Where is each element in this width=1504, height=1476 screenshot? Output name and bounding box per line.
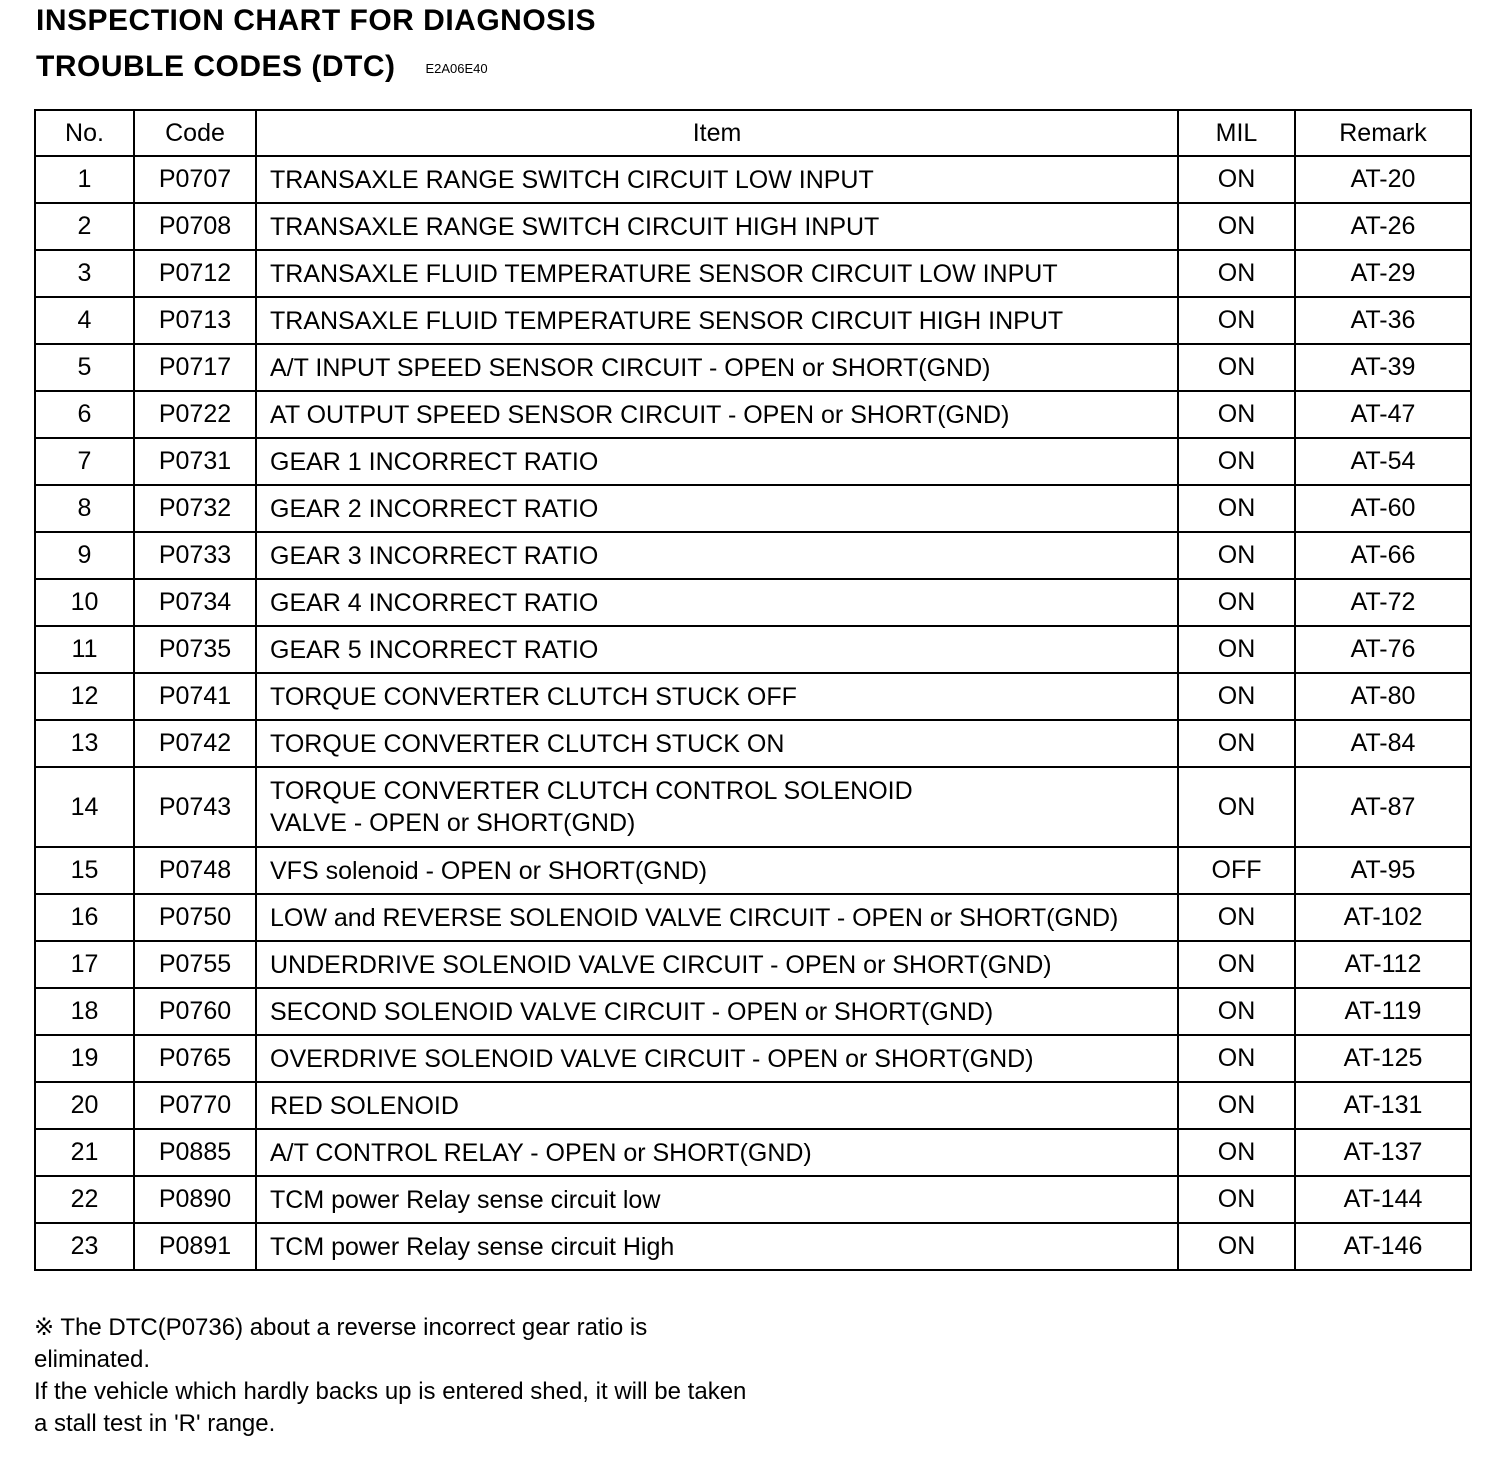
cell-code: P0722 — [134, 391, 256, 438]
cell-mil: ON — [1178, 579, 1295, 626]
cell-no: 14 — [35, 767, 134, 847]
table-row — [35, 297, 1471, 344]
cell-mil: ON — [1178, 1223, 1295, 1270]
cell-mil: ON — [1178, 1129, 1295, 1176]
cell-no: 3 — [35, 250, 134, 297]
cell-item-line-2: VALVE - OPEN or SHORT(GND) — [270, 809, 636, 837]
cell-mil: OFF — [1178, 847, 1295, 894]
cell-no: 9 — [35, 532, 134, 579]
cell-remark: AT-39 — [1295, 344, 1471, 391]
table-row — [35, 626, 1471, 673]
table-row — [35, 988, 1471, 1035]
cell-code: P0732 — [134, 485, 256, 532]
cell-mil: ON — [1178, 485, 1295, 532]
cell-code: P0891 — [134, 1223, 256, 1270]
cell-item: UNDERDRIVE SOLENOID VALVE CIRCUIT - OPEN or SHORT(GND) — [256, 941, 1178, 988]
footnote-line-1: ※ The DTC(P0736) about a reverse incorrect gear ratio is eliminated. — [34, 1314, 648, 1373]
cell-mil: ON — [1178, 438, 1295, 485]
cell-mil: ON — [1178, 1082, 1295, 1129]
cell-code: P0717 — [134, 344, 256, 391]
cell-code: P0765 — [134, 1035, 256, 1082]
cell-code: P0733 — [134, 532, 256, 579]
cell-no: 1 — [35, 156, 134, 203]
cell-item: SECOND SOLENOID VALVE CIRCUIT - OPEN or SHORT(GND) — [256, 988, 1178, 1035]
cell-remark: AT-80 — [1295, 673, 1471, 720]
cell-item: OVERDRIVE SOLENOID VALVE CIRCUIT - OPEN or SHORT(GND) — [256, 1035, 1178, 1082]
cell-no: 18 — [35, 988, 134, 1035]
cell-remark: AT-54 — [1295, 438, 1471, 485]
table-header-row — [35, 110, 1471, 156]
cell-code: P0735 — [134, 626, 256, 673]
cell-code: P0755 — [134, 941, 256, 988]
cell-code: P0741 — [134, 673, 256, 720]
cell-remark: AT-20 — [1295, 156, 1471, 203]
cell-remark: AT-26 — [1295, 203, 1471, 250]
cell-no: 2 — [35, 203, 134, 250]
cell-no: 20 — [35, 1082, 134, 1129]
table-row — [35, 894, 1471, 941]
cell-mil: ON — [1178, 1176, 1295, 1223]
cell-remark: AT-146 — [1295, 1223, 1471, 1270]
dtc-table — [34, 109, 1472, 1271]
cell-item: GEAR 2 INCORRECT RATIO — [256, 485, 1178, 532]
cell-item: AT OUTPUT SPEED SENSOR CIRCUIT - OPEN or SHORT(GND) — [256, 391, 1178, 438]
cell-remark: AT-47 — [1295, 391, 1471, 438]
table-row — [35, 1176, 1471, 1223]
cell-mil: ON — [1178, 988, 1295, 1035]
cell-item: RED SOLENOID — [256, 1082, 1178, 1129]
table-row — [35, 579, 1471, 626]
cell-code: P0885 — [134, 1129, 256, 1176]
cell-mil: ON — [1178, 297, 1295, 344]
cell-mil: ON — [1178, 673, 1295, 720]
page-title: INSPECTION CHART FOR DIAGNOSIS — [36, 4, 597, 37]
cell-no: 16 — [35, 894, 134, 941]
cell-mil: ON — [1178, 344, 1295, 391]
cell-code: P0742 — [134, 720, 256, 767]
cell-mil: ON — [1178, 391, 1295, 438]
cell-no: 15 — [35, 847, 134, 894]
cell-item: A/T INPUT SPEED SENSOR CIRCUIT - OPEN or SHORT(GND) — [256, 344, 1178, 391]
cell-code: P0731 — [134, 438, 256, 485]
table-row — [35, 767, 1471, 847]
table-row — [35, 1129, 1471, 1176]
column-header-item: Item — [256, 110, 1178, 156]
cell-code: P0712 — [134, 250, 256, 297]
cell-remark: AT-29 — [1295, 250, 1471, 297]
cell-item-line-1: TORQUE CONVERTER CLUTCH CONTROL SOLENOID — [270, 777, 913, 805]
table-row — [35, 156, 1471, 203]
table-row — [35, 532, 1471, 579]
table-row — [35, 1082, 1471, 1129]
cell-code: P0743 — [134, 767, 256, 847]
table-row — [35, 438, 1471, 485]
cell-item: TORQUE CONVERTER CLUTCH STUCK OFF — [256, 673, 1178, 720]
cell-remark: AT-125 — [1295, 1035, 1471, 1082]
cell-remark: AT-137 — [1295, 1129, 1471, 1176]
cell-no: 7 — [35, 438, 134, 485]
cell-item: TRANSAXLE FLUID TEMPERATURE SENSOR CIRCUIT HIGH INPUT — [256, 297, 1178, 344]
table-row — [35, 250, 1471, 297]
table-row — [35, 391, 1471, 438]
cell-code: P0760 — [134, 988, 256, 1035]
cell-code: P0734 — [134, 579, 256, 626]
cell-remark: AT-36 — [1295, 297, 1471, 344]
cell-remark: AT-84 — [1295, 720, 1471, 767]
cell-no: 22 — [35, 1176, 134, 1223]
cell-no: 21 — [35, 1129, 134, 1176]
cell-remark: AT-112 — [1295, 941, 1471, 988]
cell-no: 8 — [35, 485, 134, 532]
cell-code: P0707 — [134, 156, 256, 203]
cell-code: P0770 — [134, 1082, 256, 1129]
cell-remark: AT-102 — [1295, 894, 1471, 941]
cell-no: 6 — [35, 391, 134, 438]
cell-no: 4 — [35, 297, 134, 344]
cell-remark: AT-76 — [1295, 626, 1471, 673]
cell-remark: AT-72 — [1295, 579, 1471, 626]
cell-item: TRANSAXLE RANGE SWITCH CIRCUIT LOW INPUT — [256, 156, 1178, 203]
cell-item: TORQUE CONVERTER CLUTCH STUCK ON — [256, 720, 1178, 767]
cell-remark: AT-131 — [1295, 1082, 1471, 1129]
cell-no: 17 — [35, 941, 134, 988]
cell-mil: ON — [1178, 156, 1295, 203]
table-row — [35, 941, 1471, 988]
cell-item: TCM power Relay sense circuit low — [256, 1176, 1178, 1223]
cell-code: P0890 — [134, 1176, 256, 1223]
cell-no: 10 — [35, 579, 134, 626]
cell-item: TCM power Relay sense circuit High — [256, 1223, 1178, 1270]
column-header-code: Code — [134, 110, 256, 156]
page-subtitle — [36, 50, 488, 84]
cell-mil: ON — [1178, 1035, 1295, 1082]
cell-code: P0708 — [134, 203, 256, 250]
table-row — [35, 203, 1471, 250]
column-header-mil: MIL — [1178, 110, 1295, 156]
table-row — [35, 485, 1471, 532]
cell-remark: AT-60 — [1295, 485, 1471, 532]
table-row — [35, 720, 1471, 767]
cell-no: 12 — [35, 673, 134, 720]
cell-no: 5 — [35, 344, 134, 391]
cell-item: TRANSAXLE FLUID TEMPERATURE SENSOR CIRCUIT LOW INPUT — [256, 250, 1178, 297]
cell-remark: AT-66 — [1295, 532, 1471, 579]
subtitle-text: TROUBLE CODES (DTC) — [36, 50, 396, 83]
cell-item — [256, 767, 1178, 847]
column-header-remark: Remark — [1295, 110, 1471, 156]
cell-mil: ON — [1178, 767, 1295, 847]
table-row — [35, 1223, 1471, 1270]
cell-item: LOW and REVERSE SOLENOID VALVE CIRCUIT - OPEN or SHORT(GND) — [256, 894, 1178, 941]
table-row — [35, 673, 1471, 720]
cell-item: GEAR 1 INCORRECT RATIO — [256, 438, 1178, 485]
cell-no: 13 — [35, 720, 134, 767]
cell-remark: AT-144 — [1295, 1176, 1471, 1223]
cell-code: P0750 — [134, 894, 256, 941]
cell-mil: ON — [1178, 894, 1295, 941]
cell-mil: ON — [1178, 626, 1295, 673]
cell-no: 11 — [35, 626, 134, 673]
cell-item: GEAR 4 INCORRECT RATIO — [256, 579, 1178, 626]
cell-no: 19 — [35, 1035, 134, 1082]
cell-code: P0713 — [134, 297, 256, 344]
table-row — [35, 344, 1471, 391]
column-header-no: No. — [35, 110, 134, 156]
cell-item: GEAR 3 INCORRECT RATIO — [256, 532, 1178, 579]
cell-mil: ON — [1178, 203, 1295, 250]
document-code: E2A06E40 — [425, 60, 488, 76]
cell-remark: AT-87 — [1295, 767, 1471, 847]
footnote-line-2: If the vehicle which hardly backs up is entered shed, it will be taken a stall test in 'R' range. — [34, 1378, 747, 1437]
cell-item: A/T CONTROL RELAY - OPEN or SHORT(GND) — [256, 1129, 1178, 1176]
cell-item: GEAR 5 INCORRECT RATIO — [256, 626, 1178, 673]
table-row — [35, 1035, 1471, 1082]
cell-mil: ON — [1178, 532, 1295, 579]
cell-item: VFS solenoid - OPEN or SHORT(GND) — [256, 847, 1178, 894]
cell-mil: ON — [1178, 941, 1295, 988]
cell-remark: AT-95 — [1295, 847, 1471, 894]
cell-mil: ON — [1178, 720, 1295, 767]
cell-no: 23 — [35, 1223, 134, 1270]
cell-remark: AT-119 — [1295, 988, 1471, 1035]
cell-code: P0748 — [134, 847, 256, 894]
footnote — [34, 1312, 754, 1440]
cell-item: TRANSAXLE RANGE SWITCH CIRCUIT HIGH INPUT — [256, 203, 1178, 250]
table-row — [35, 847, 1471, 894]
cell-mil: ON — [1178, 250, 1295, 297]
